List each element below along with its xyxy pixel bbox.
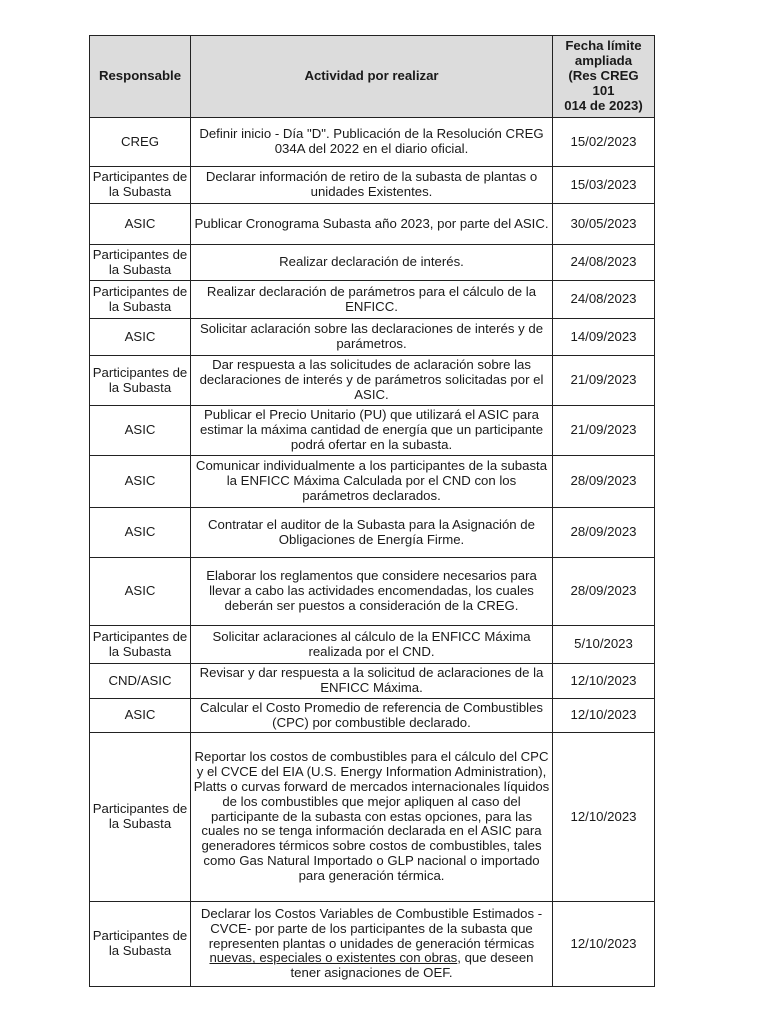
header-fecha-line: 014 de 2023) (564, 97, 643, 113)
header-fecha-line: Fecha límite (565, 38, 642, 54)
table-row (90, 456, 655, 508)
cell-fecha: 12/10/2023 (553, 664, 655, 699)
table-row (90, 204, 655, 245)
cell-responsable: ASIC (90, 319, 191, 356)
table-row (90, 406, 655, 456)
table-row (90, 558, 655, 626)
cell-fecha: 28/09/2023 (553, 456, 655, 508)
cell-responsable: Participantes de la Subasta (90, 733, 191, 902)
table-row (90, 319, 655, 356)
cell-responsable: Participantes de la Subasta (90, 281, 191, 319)
cell-actividad: Realizar declaración de parámetros para el cálculo de la ENFICC. (191, 281, 553, 319)
cell-fecha: 15/02/2023 (553, 118, 655, 167)
table-row (90, 281, 655, 319)
cell-fecha: 21/09/2023 (553, 406, 655, 456)
cell-fecha: 5/10/2023 (553, 626, 655, 664)
table-row (90, 245, 655, 281)
cell-responsable: ASIC (90, 699, 191, 733)
table-row (90, 356, 655, 406)
cell-actividad: Definir inicio - Día "D". Publicación de la Resolución CREG 034A del 2022 en el diario oficial. (191, 118, 553, 167)
table-row (90, 167, 655, 204)
table-row (90, 902, 655, 987)
cell-fecha: 14/09/2023 (553, 319, 655, 356)
cell-responsable: Participantes de la Subasta (90, 356, 191, 406)
actividad-underlined: nuevas, especiales o existentes con obras (209, 950, 458, 966)
cell-actividad: Declarar información de retiro de la subasta de plantas o unidades Existentes. (191, 167, 553, 204)
header-fecha-line: ampliada (574, 53, 633, 69)
cell-responsable: ASIC (90, 456, 191, 508)
cell-actividad: Solicitar aclaración sobre las declaraciones de interés y de parámetros. (191, 319, 553, 356)
cell-actividad: Contratar el auditor de la Subasta para la Asignación de Obligaciones de Energía Firme. (191, 508, 553, 558)
table-row (90, 699, 655, 733)
cell-actividad: Publicar el Precio Unitario (PU) que utilizará el ASIC para estimar la máxima cantidad de energía que un participante podrá ofertar en la subasta. (191, 406, 553, 456)
cell-responsable: Participantes de la Subasta (90, 626, 191, 664)
cell-actividad: Comunicar individualmente a los participantes de la subasta la ENFICC Máxima Calculada por el CND con los parámetros declarados. (191, 456, 553, 508)
actividad-tail: , que deseen tener asignaciones de OEF. (290, 950, 534, 981)
table-row (90, 626, 655, 664)
cell-responsable: ASIC (90, 204, 191, 245)
cell-fecha: 12/10/2023 (553, 902, 655, 987)
cell-actividad: Dar respuesta a las solicitudes de aclaración sobre las declaraciones de interés y de parámetros solicitadas por el ASIC. (191, 356, 553, 406)
table-row (90, 118, 655, 167)
schedule-table (89, 35, 655, 987)
header-fecha-line: 101 (592, 82, 615, 98)
header-fecha (553, 36, 655, 118)
cell-fecha: 28/09/2023 (553, 508, 655, 558)
actividad-text: Declarar los Costos Variables de Combustible Estimados -CVCE- por parte de los participantes de la subasta que representen plantas o unidades de generación térmicas (200, 905, 543, 951)
cell-fecha: 21/09/2023 (553, 356, 655, 406)
header-responsable: Responsable (90, 36, 191, 118)
cell-fecha: 12/10/2023 (553, 699, 655, 733)
cell-fecha: 24/08/2023 (553, 245, 655, 281)
cell-fecha: 24/08/2023 (553, 281, 655, 319)
cell-responsable: Participantes de la Subasta (90, 167, 191, 204)
cell-responsable: Participantes de la Subasta (90, 245, 191, 281)
cell-actividad (191, 902, 553, 987)
table-row (90, 733, 655, 902)
cell-responsable: Participantes de la Subasta (90, 902, 191, 987)
cell-responsable: ASIC (90, 406, 191, 456)
cell-fecha: 15/03/2023 (553, 167, 655, 204)
cell-responsable: CND/ASIC (90, 664, 191, 699)
table-header-row (90, 36, 655, 118)
cell-fecha: 12/10/2023 (553, 733, 655, 902)
cell-actividad: Elaborar los reglamentos que considere necesarios para llevar a cabo las actividades encomendadas, los cuales deberán ser puestos a consideración de la CREG. (191, 558, 553, 626)
cell-actividad: Calcular el Costo Promedio de referencia de Combustibles (CPC) por combustible declarado. (191, 699, 553, 733)
cell-responsable: ASIC (90, 508, 191, 558)
cell-actividad: Solicitar aclaraciones al cálculo de la ENFICC Máxima realizada por el CND. (191, 626, 553, 664)
table-row (90, 508, 655, 558)
cell-fecha: 30/05/2023 (553, 204, 655, 245)
cell-actividad: Reportar los costos de combustibles para el cálculo del CPC y el CVCE del EIA (U.S. Energy Information Administration), Platts o curvas forward de mercados internacionales líquidos de los combustibles que mejor apliquen al caso del participante de la subasta con estas opciones, para las cuales no se tenga información declarada en el ASIC para generadores térmicos sobre costos de combustibles, tales como Gas Natural Importado o GLP nacional o importado para generación térmica. (191, 733, 553, 902)
cell-actividad: Revisar y dar respuesta a la solicitud de aclaraciones de la ENFICC Máxima. (191, 664, 553, 699)
cell-actividad: Realizar declaración de interés. (191, 245, 553, 281)
cell-responsable: ASIC (90, 558, 191, 626)
header-actividad: Actividad por realizar (191, 36, 553, 118)
cell-actividad: Publicar Cronograma Subasta año 2023, por parte del ASIC. (191, 204, 553, 245)
cell-responsable: CREG (90, 118, 191, 167)
header-fecha-line: (Res CREG (568, 68, 639, 84)
cell-fecha: 28/09/2023 (553, 558, 655, 626)
table-row (90, 664, 655, 699)
